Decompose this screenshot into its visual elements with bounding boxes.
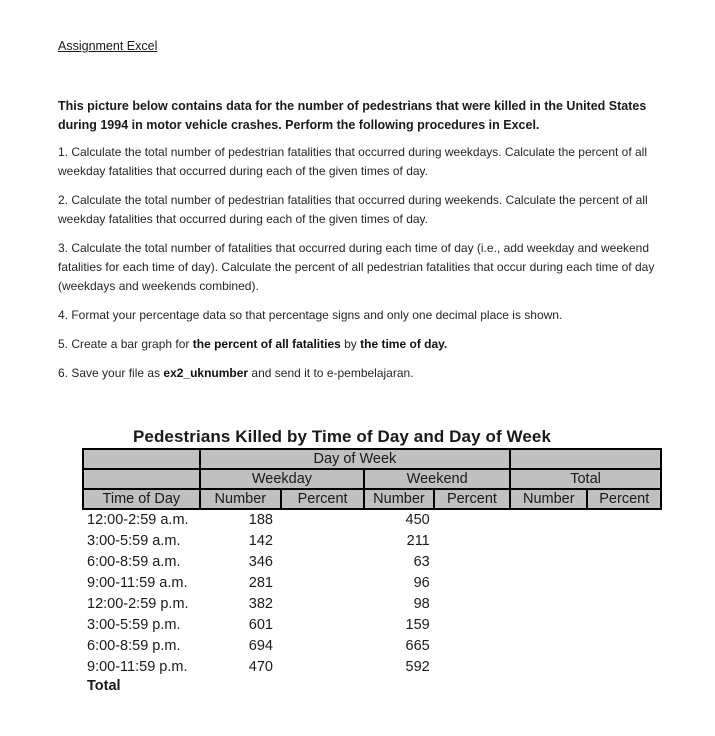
- table-row: [83, 573, 661, 594]
- instruction-step-1: 1. Calculate the total number of pedestrian fatalities that occurred during weekdays. Calculate the percent of all weekday fatalities that occurred during each of the given times of day.: [58, 145, 648, 178]
- header-total: Total: [510, 469, 661, 489]
- step-6-prefix: 6. Save your file as: [58, 366, 164, 380]
- weekday-number-cell: 470: [248, 659, 273, 675]
- total-number-cell: [510, 573, 587, 594]
- time-cell: 3:00-5:59 a.m.: [87, 533, 181, 549]
- time-cell: 6:00-8:59 p.m.: [87, 638, 181, 654]
- header-weekend-percent: Percent: [434, 489, 510, 509]
- header-row-columns: [83, 489, 661, 509]
- step-6-filename: ex2_uknumber: [163, 366, 249, 380]
- header-weekend: Weekend: [364, 469, 510, 489]
- header-blank-cell: [83, 449, 200, 469]
- spreadsheet-image: [82, 426, 662, 694]
- weekend-number-cell: 450: [405, 512, 430, 528]
- pedestrian-table: [82, 448, 662, 694]
- header-day-of-week: Day of Week: [200, 449, 510, 469]
- header-weekday-number: Number: [200, 489, 281, 509]
- header-weekend-number: Number: [364, 489, 434, 509]
- total-weekend-percent-cell: [434, 678, 510, 694]
- total-number-cell: [510, 552, 587, 573]
- total-number-cell: [510, 594, 587, 615]
- table-row: [83, 594, 661, 615]
- weekend-number-cell: 211: [406, 533, 430, 549]
- total-number-cell: [510, 636, 587, 657]
- header-row-subgroup: [83, 469, 661, 489]
- weekend-percent-cell: [434, 573, 510, 594]
- weekday-percent-cell: [281, 615, 364, 636]
- weekday-percent-cell: [281, 573, 364, 594]
- total-percent-cell: [587, 594, 661, 615]
- header-total-number: Number: [510, 489, 587, 509]
- total-number-cell: [510, 531, 587, 552]
- total-percent-cell: [587, 657, 661, 678]
- weekday-number-cell: 601: [248, 617, 273, 633]
- step-5-prefix: 5. Create a bar graph for: [58, 337, 193, 351]
- instruction-list: [58, 143, 678, 383]
- weekday-number-cell: 346: [248, 554, 273, 570]
- weekend-number-cell: 159: [405, 617, 430, 633]
- instruction-step-6: [58, 364, 678, 383]
- table-row: [83, 636, 661, 657]
- total-weekend-cell: [364, 678, 434, 694]
- weekend-number-cell: 63: [413, 554, 430, 570]
- total-percent-cell: [587, 552, 661, 573]
- total-number-cell: [510, 657, 587, 678]
- time-cell: 9:00-11:59 a.m.: [87, 575, 188, 591]
- table-row: [83, 531, 661, 552]
- weekend-percent-cell: [434, 509, 510, 531]
- table-row: [83, 509, 661, 531]
- total-number-cell: [510, 615, 587, 636]
- header-total-percent: Percent: [587, 489, 661, 509]
- weekend-percent-cell: [434, 531, 510, 552]
- weekday-percent-cell: [281, 552, 364, 573]
- header-blank-cell: [510, 449, 661, 469]
- weekday-percent-cell: [281, 594, 364, 615]
- weekend-percent-cell: [434, 615, 510, 636]
- weekday-number-cell: 382: [248, 596, 273, 612]
- time-cell: 3:00-5:59 p.m.: [87, 617, 181, 633]
- table-row: [83, 615, 661, 636]
- step-5-middle: by: [340, 337, 361, 351]
- weekday-number-cell: 142: [248, 533, 273, 549]
- instruction-step-3: 3. Calculate the total number of fatalities that occurred during each time of day (i.e., add weekday and weekend fatalities for each time of day). Calculate the percent of all pedestrian fatalities that occur during each time of day (weekdays and weekends combined).: [58, 241, 655, 293]
- total-total-cell: [510, 678, 587, 694]
- weekend-percent-cell: [434, 594, 510, 615]
- weekday-number-cell: 281: [248, 575, 273, 591]
- time-cell: 12:00-2:59 a.m.: [87, 512, 189, 528]
- weekday-percent-cell: [281, 636, 364, 657]
- time-cell: 6:00-8:59 a.m.: [87, 554, 181, 570]
- header-weekday: Weekday: [200, 469, 364, 489]
- total-percent-cell: [587, 573, 661, 594]
- sheet-title: Pedestrians Killed by Time of Day and Day of Week: [132, 427, 552, 446]
- weekend-number-cell: 592: [405, 659, 430, 675]
- assignment-intro: This picture below contains data for the number of pedestrians that were killed in the United States during 1994 in motor vehicle crashes. Perform the following procedures in Excel.: [58, 99, 647, 132]
- instruction-step-5: [58, 335, 678, 354]
- total-label: Total: [87, 678, 121, 694]
- total-number-cell: [510, 509, 587, 531]
- instruction-step-2: 2. Calculate the total number of pedestrian fatalities that occurred during weekends. Calculate the percent of all weekday fatalities that occurred during each of the given times of day.: [58, 193, 648, 226]
- assignment-heading: Assignment Excel: [58, 39, 158, 53]
- total-percent-cell: [587, 636, 661, 657]
- header-time-of-day: Time of Day: [83, 489, 200, 509]
- step-5-bold-2: the time of day.: [360, 337, 448, 351]
- weekend-number-cell: 665: [405, 638, 430, 654]
- weekday-percent-cell: [281, 509, 364, 531]
- weekend-number-cell: 98: [413, 596, 430, 612]
- total-weekday-cell: [200, 678, 281, 694]
- instruction-step-4: 4. Format your percentage data so that percentage signs and only one decimal place is shown.: [58, 308, 563, 322]
- total-row: [83, 678, 661, 694]
- total-weekday-percent-cell: [281, 678, 364, 694]
- weekday-number-cell: 694: [248, 638, 273, 654]
- assignment-document: [58, 36, 678, 393]
- weekend-percent-cell: [434, 552, 510, 573]
- weekend-number-cell: 96: [413, 575, 430, 591]
- weekend-percent-cell: [434, 657, 510, 678]
- table-row: [83, 552, 661, 573]
- weekend-percent-cell: [434, 636, 510, 657]
- header-row-group: [83, 449, 661, 469]
- total-percent-cell: [587, 509, 661, 531]
- header-weekday-percent: Percent: [281, 489, 364, 509]
- total-percent-cell: [587, 531, 661, 552]
- table-row: [83, 657, 661, 678]
- weekday-percent-cell: [281, 657, 364, 678]
- step-5-bold-1: the percent of all fatalities: [192, 337, 341, 351]
- step-6-suffix: and send it to e-pembelajaran.: [248, 366, 414, 380]
- total-total-percent-cell: [587, 678, 661, 694]
- time-cell: 9:00-11:59 p.m.: [87, 659, 188, 675]
- weekday-number-cell: 188: [248, 512, 273, 528]
- time-cell: 12:00-2:59 p.m.: [87, 596, 189, 612]
- total-percent-cell: [587, 615, 661, 636]
- header-blank-cell: [83, 469, 200, 489]
- weekday-percent-cell: [281, 531, 364, 552]
